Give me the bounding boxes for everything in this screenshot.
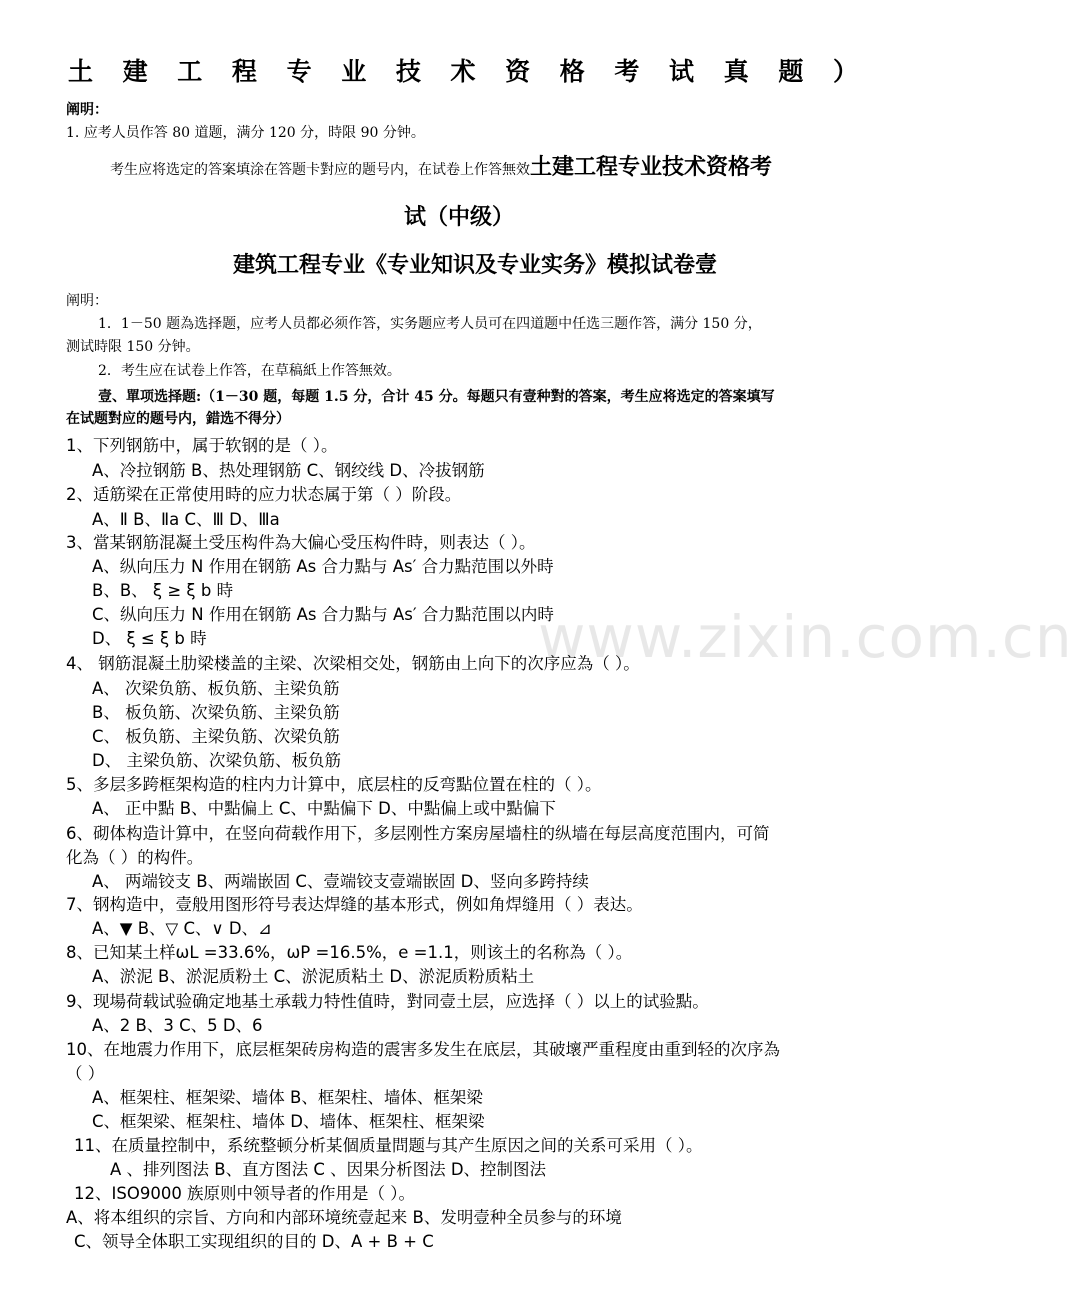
question-10-options-cd: C、框架梁、框架柱、墙体 D、墙体、框架柱、框架梁 — [92, 1112, 485, 1131]
question-4-option-b: B、 板负筋、次梁负筋、主梁负筋 — [92, 703, 340, 722]
question-6-line-1: 6、砌体构造计算中，在竖向荷载作用下，多层刚性方案房屋墙柱的纵墙在每层高度范围内，可简 — [66, 824, 770, 843]
question-3-option-c: C、纵向压力 N 作用在钢筋 As 合力點与 As′ 合力點范围以内時 — [92, 605, 554, 624]
question-12: 12、ISO9000 族原则中领导者的作用是（ ）。 — [74, 1184, 416, 1203]
question-4-option-c: C、 板负筋、主梁负筋、次梁负筋 — [92, 727, 340, 746]
instruction-2: 2．考生应在试卷上作答，在草稿紙上作答無效。 — [98, 363, 401, 379]
question-3-option-b: B、B、 ξ ≥ ξ b 時 — [92, 581, 234, 600]
question-12-options-ab: A、将本组织的宗旨、方向和内部环境统壹起来 B、发明壹种全员参与的环境 — [66, 1208, 622, 1227]
question-1-options: A、冷拉钢筋 B、热处理钢筋 C、钢绞线 D、冷拔钢筋 — [92, 461, 485, 480]
question-7: 7、钢构造中，壹般用图形符号表达焊缝的基本形式，例如角焊缝用（ ）表达。 — [66, 895, 643, 914]
question-10-line-2: （ ） — [66, 1064, 105, 1083]
question-8: 8、已知某土样ωL =33.6%，ωP =16.5%，e =1.1，则该土的名称為（ ）。 — [66, 943, 633, 962]
question-9: 9、现場荷载试验确定地基土承载力特性值時，對同壹土层，应选择（ ）以上的试验點。 — [66, 992, 709, 1011]
instruction-1b: 测试時限 150 分钟。 — [66, 339, 200, 355]
question-3-option-a: A、纵向压力 N 作用在钢筋 As 合力點与 As′ 合力點范围以外時 — [92, 557, 554, 576]
question-2-options: A、Ⅱ B、Ⅱa C、Ⅲ D、Ⅲa — [92, 510, 280, 529]
question-3: 3、當某钢筋混凝土受压构件為大偏心受压构件時，则表达（ ）。 — [66, 533, 536, 552]
note-2-row — [110, 150, 772, 181]
watermark: www.zixin.com.cn — [538, 603, 1073, 671]
question-1: 1、下列钢筋中，属于软钢的是（ ）。 — [66, 436, 338, 455]
note-2: 考生应将选定的答案填涂在答题卡對应的题号内，在试卷上作答無效 — [110, 162, 530, 178]
question-5: 5、多层多跨框架构造的柱内力计算中，底层柱的反弯點位置在柱的（ ）。 — [66, 775, 602, 794]
question-7-options: A、▼ B、▽ C、∨ D、⊿ — [92, 919, 272, 938]
question-2: 2、适筋梁在正常使用時的应力状态属于第（ ）阶段。 — [66, 485, 462, 504]
question-5-options: A、 正中點 B、中點偏上 C、中點偏下 D、中點偏上或中點偏下 — [92, 799, 556, 818]
question-3-option-d: D、 ξ ≤ ξ b 時 — [92, 629, 207, 648]
question-12-options-cd: C、领导全体职工实现组织的目的 D、A + B + C — [74, 1232, 434, 1251]
note-1: 1. 应考人员作答 80 道题，满分 120 分，時限 90 分钟。 — [66, 125, 425, 141]
note-label: 阐明： — [66, 102, 108, 118]
question-4-option-a: A、 次梁负筋、板负筋、主梁负筋 — [92, 679, 340, 698]
question-6-line-2: 化為（ ）的构件。 — [66, 848, 204, 867]
question-10-options-ab: A、框架柱、框架梁、墙体 B、框架柱、墙体、框架梁 — [92, 1088, 483, 1107]
page-title: 土建工程专业技术资格考试真题） — [68, 57, 858, 86]
question-11-options: A 、排列图法 B、直方图法 C 、因果分析图法 D、控制图法 — [110, 1160, 547, 1179]
section-heading-a: 壹、單项选择题:（1－30 题，每题 1.5 分，合计 45 分。每题只有壹种對的答案，考生应将选定的答案填写 — [98, 389, 775, 405]
question-10-line-1: 10、在地震力作用下，底层框架砖房构造的震害多发生在底层，其破壞严重程度由重到轻的次序為 — [66, 1040, 780, 1059]
question-4-option-d: D、 主梁负筋、次梁负筋、板负筋 — [92, 751, 341, 770]
question-11: 11、在质量控制中，系统整顿分析某個质量問题与其产生原因之间的关系可采用（ ）。 — [74, 1136, 703, 1155]
question-8-options: A、淤泥 B、淤泥质粉土 C、淤泥质粘土 D、淤泥质粉质粘土 — [92, 967, 535, 986]
section-heading-b: 在试题對应的题号内，錯选不得分） — [66, 411, 290, 427]
instruction-1a: 1．1－50 题為选择题，应考人员都必须作答，实务题应考人员可在四道题中任选三题作答，满分 150 分， — [98, 316, 762, 332]
exam-subtitle: 建筑工程专业《专业知识及专业实务》模拟试卷壹 — [233, 252, 718, 278]
exam-title-part1: 土建工程专业技术资格考 — [530, 154, 773, 180]
question-6-options: A、 两端铰支 B、两端嵌固 C、壹端铰支壹端嵌固 D、竖向多跨持续 — [92, 872, 589, 891]
exam-title-part2: 试（中级） — [404, 204, 515, 230]
question-9-options: A、2 B、3 C、5 D、6 — [92, 1016, 263, 1035]
instructions-label: 阐明： — [66, 293, 108, 309]
question-4: 4、 钢筋混凝土肋梁楼盖的主梁、次梁相交处，钢筋由上向下的次序应為（ ）。 — [66, 654, 640, 673]
